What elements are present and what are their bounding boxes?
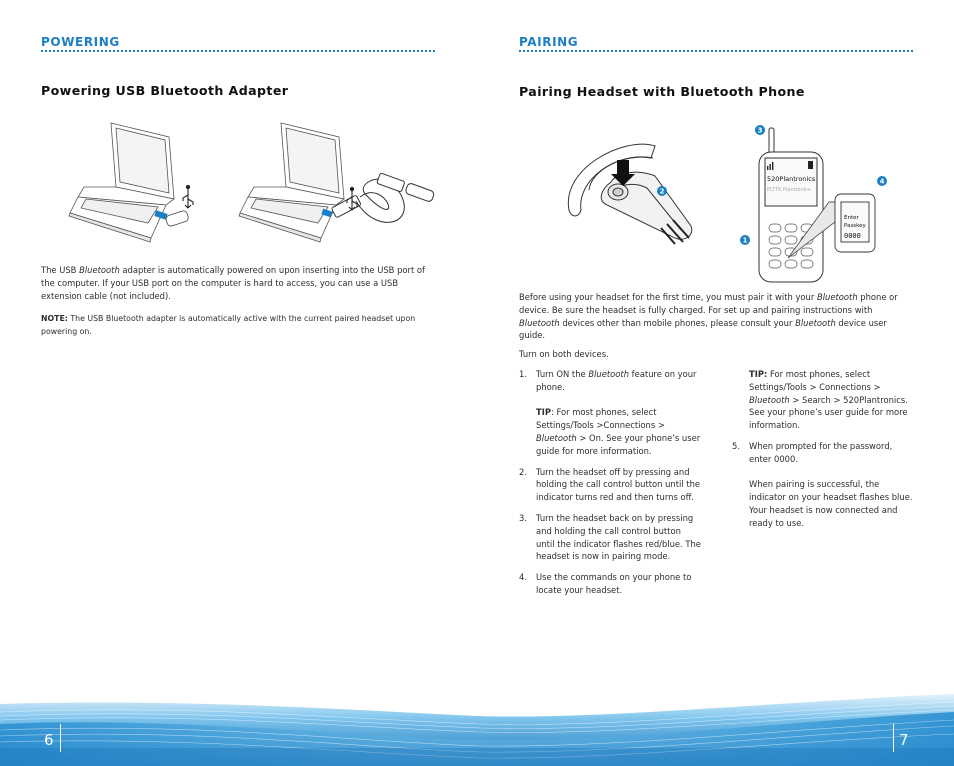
section-title-pairing: PAIRING <box>519 35 579 49</box>
laptop-icon <box>69 123 174 242</box>
pairing-success-text: When pairing is successful, the indicator on your headset flashes blue. Your headset is now connected and ready to use. <box>749 479 913 528</box>
powering-note: NOTE: The USB Bluetooth adapter is automatically active with the current paired headset upon powering on. <box>41 314 416 336</box>
callout-4: 4 <box>879 177 885 186</box>
pairing-illustration <box>555 118 900 288</box>
callout-2: 2 <box>659 187 665 196</box>
section-divider <box>41 50 435 52</box>
page-number-divider <box>893 724 894 752</box>
section-title-powering: POWERING <box>41 35 120 49</box>
section-divider <box>519 50 913 52</box>
mobile-phone-icon <box>759 128 823 282</box>
turn-on-text: Turn on both devices. <box>519 349 609 359</box>
tip-label: TIP: <box>749 369 768 379</box>
footer-wave-banner <box>0 690 954 766</box>
list-item: 2. Turn the headset off by pressing and holding the call control button until the indicator turns red and then turns off. <box>519 466 701 503</box>
laptop-icon <box>239 123 344 242</box>
steps-column-left <box>519 368 701 605</box>
steps-column-right: TIP: For most phones, select Settings/Tools > Connections > Bluetooth > Search > 520Plantronics. See your phone’s user guide for more information. 5. When prompted for the password, enter 0000. When pairing is successful, the indicator on your headset flashes blue. Your headset is now connected and ready to use. <box>732 368 916 538</box>
page-number-divider <box>60 724 61 752</box>
list-item: 3. Turn the headset back on by pressing and holding the call control button until the indicator flashes red/blue. The headset is now in pairing mode. <box>519 512 701 562</box>
inset-passkey-value: 0000 <box>844 232 861 240</box>
callout-badge-3 <box>755 125 765 135</box>
page-number-left: 6 <box>44 731 54 749</box>
callout-badge-1 <box>740 235 750 245</box>
callout-badge-4 <box>877 176 887 186</box>
headset-icon <box>568 144 691 244</box>
inset-enter-label: Enter <box>844 215 859 221</box>
powering-paragraph: The USB Bluetooth adapter is automatically powered on upon inserting into the USB port of the computer. If your USB port on the computer is hard to access, you can use a USB extension cable (not included). <box>41 265 425 301</box>
heading-powering-usb: Powering USB Bluetooth Adapter <box>41 83 289 98</box>
usb-symbol-icon <box>183 185 193 208</box>
list-item: 4. Use the commands on your phone to locate your headset. <box>519 572 692 595</box>
list-item: 5. When prompted for the password, enter 0000. When pairing is successful, the indicator on your headset flashes blue. Your headset is now connected and ready to use. <box>732 440 916 530</box>
phone-screen-name-secondary: PLTTK Plantronics <box>767 187 811 193</box>
pairing-intro: Before using your headset for the first time, you must pair it with your Bluetooth phone or device. Be sure the headset is fully charged. For set up and pairing instructions with Bluetooth devices other than mobile phones, please consult your Bluetooth device user guide. <box>519 292 898 341</box>
page-number-right: 7 <box>899 731 909 749</box>
callout-badge-2 <box>657 186 667 196</box>
inset-passkey-label: Passkey <box>844 223 866 229</box>
note-label: NOTE: <box>41 314 68 323</box>
list-item: 1. Turn ON the Bluetooth feature on your phone. TIP: For most phones, select Settings/Tools >Connections > Bluetooth > On. See your phone’s user guide for more information. <box>519 369 701 456</box>
heading-pairing-headset: Pairing Headset with Bluetooth Phone <box>519 84 805 99</box>
laptop-usb-illustration <box>66 115 446 247</box>
callout-3: 3 <box>757 126 763 135</box>
phone-screen-name: 520Plantronics <box>767 175 816 183</box>
callout-1: 1 <box>742 236 748 245</box>
